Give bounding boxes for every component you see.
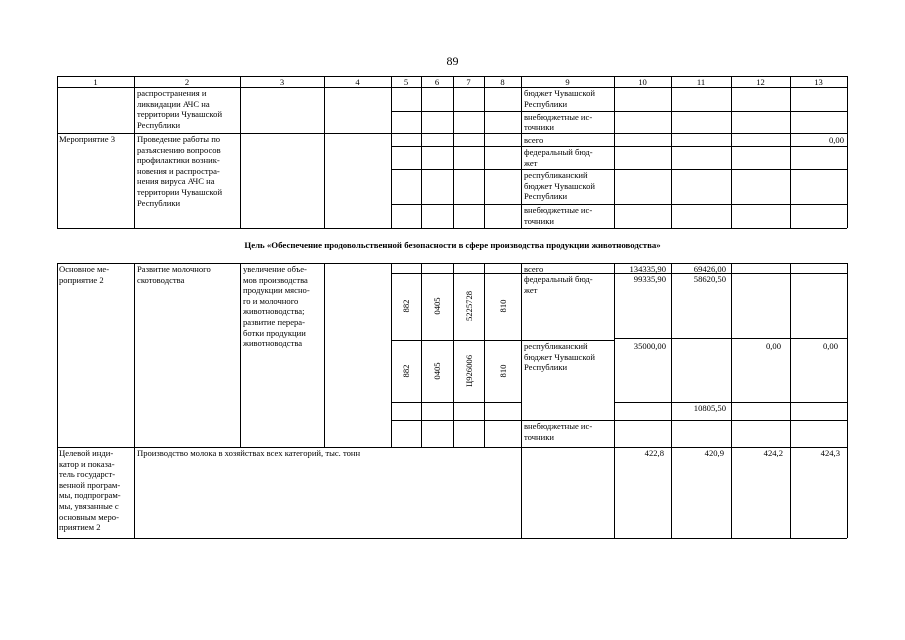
- amount: 134335,90: [629, 264, 666, 274]
- budget-code: 810: [497, 299, 508, 313]
- event-label: Основное ме-: [59, 264, 110, 274]
- indicator-label: мы, подпрограм-: [59, 490, 121, 501]
- text-line: ликвидации АЧС на: [137, 98, 210, 109]
- expected-result: го и молочного: [243, 295, 299, 306]
- table-column-rule: [731, 263, 732, 447]
- table-column-rule: [324, 76, 325, 228]
- indicator-label: венной програм-: [59, 479, 121, 490]
- table-column-rule: [521, 76, 522, 228]
- table-column-rule: [421, 263, 422, 447]
- funding-source: республиканский: [524, 170, 588, 180]
- table-rule: [391, 204, 847, 205]
- indicator-label: катор и показа-: [59, 458, 115, 469]
- page-number: 89: [446, 54, 459, 68]
- event-description: Республики: [137, 197, 181, 208]
- budget-code: 882: [401, 299, 411, 313]
- indicator-text: Производство молока в хозяйствах всех категорий, тыс. тонн: [137, 448, 361, 458]
- table-column-rule: [57, 447, 58, 538]
- expected-result: мов производства: [243, 274, 308, 285]
- table-bottom-rule: [57, 538, 847, 539]
- funding-source: внебюджетные ис-: [524, 111, 593, 122]
- event-label: Мероприятие 3: [59, 134, 115, 144]
- table-column-rule: [453, 76, 454, 228]
- funding-source: жет: [524, 284, 538, 295]
- header-cell: 8: [500, 76, 505, 87]
- funding-source: внебюджетные ис-: [524, 421, 593, 431]
- table-column-rule: [671, 263, 672, 447]
- header-cell: 1: [93, 76, 98, 87]
- amount: 58620,50: [693, 274, 726, 284]
- funding-source: Республики: [524, 191, 568, 202]
- funding-source: внебюджетные ис-: [524, 205, 593, 215]
- table-rule: [391, 402, 521, 403]
- event-description: Развитие молочного: [137, 264, 211, 274]
- indicator-value: 420,9: [704, 448, 724, 458]
- budget-code: 882: [401, 364, 411, 378]
- table-rule: [391, 146, 847, 147]
- table-column-rule: [847, 263, 848, 447]
- table-column-rule: [614, 76, 615, 228]
- table-column-rule: [421, 76, 422, 228]
- budget-code: Ц926006: [463, 355, 474, 387]
- table-column-rule: [240, 263, 241, 447]
- funding-source: Республики: [524, 362, 568, 373]
- header-cell: 13: [814, 76, 823, 87]
- table-column-rule: [134, 76, 135, 228]
- table-column-rule: [790, 263, 791, 447]
- table-column-rule: [521, 263, 522, 447]
- table-column-rule: [790, 447, 791, 538]
- amount: 35000,00: [633, 341, 666, 351]
- header-cell: 4: [355, 76, 360, 87]
- expected-result: продукции мясно-: [243, 285, 310, 296]
- header-cell: 12: [756, 76, 765, 87]
- header-cell: 10: [638, 76, 647, 87]
- amount: 10805,50: [693, 403, 726, 413]
- budget-code: 810: [497, 364, 508, 378]
- table-column-rule: [453, 263, 454, 447]
- event-description: территории Чувашской: [137, 187, 223, 197]
- indicator-value: 422,8: [644, 448, 664, 458]
- funding-source: жет: [524, 157, 538, 168]
- indicator-label: основным меро-: [59, 511, 119, 522]
- indicator-label: мы, увязанные с: [59, 501, 119, 511]
- table-column-rule: [57, 76, 58, 228]
- funding-source: всего: [524, 134, 544, 145]
- table-column-rule: [324, 263, 325, 447]
- text-line: Республики: [137, 119, 181, 130]
- table-rule: [391, 111, 847, 112]
- header-cell: 5: [403, 76, 409, 87]
- indicator-value: 424,2: [763, 448, 783, 458]
- table-column-rule: [790, 76, 791, 228]
- event-description: Проведение работы по: [137, 134, 221, 144]
- table-column-rule: [57, 263, 58, 447]
- table-column-rule: [671, 76, 672, 228]
- amount: 0,00: [828, 134, 844, 145]
- block-bottom-rule: [57, 228, 847, 229]
- table-column-rule: [847, 76, 848, 228]
- header-cell: 2: [184, 76, 190, 87]
- funding-source: республиканский: [524, 341, 588, 351]
- funding-source: всего: [524, 264, 544, 274]
- expected-result: увеличение объе-: [243, 264, 307, 274]
- expected-result: развитие перера-: [243, 317, 305, 327]
- funding-source: точники: [524, 215, 555, 226]
- funding-source: точники: [524, 431, 555, 442]
- table-column-rule: [391, 76, 392, 228]
- table-column-rule: [134, 263, 135, 447]
- table-column-rule: [847, 447, 848, 538]
- budget-code: 0405: [432, 362, 442, 380]
- funding-source: федеральный бюд-: [524, 274, 593, 284]
- event-label: роприятие 2: [59, 274, 104, 285]
- text-line: территории Чувашской: [137, 109, 223, 120]
- funding-source: Республики: [524, 98, 568, 109]
- expected-result: ботки продукции: [243, 327, 306, 338]
- table-rule: [391, 420, 847, 421]
- amount: 99335,90: [633, 274, 666, 284]
- indicator-label: приятием 2: [59, 522, 101, 533]
- table-column-rule: [731, 76, 732, 228]
- event-description: новения и распростра-: [137, 165, 220, 176]
- table-column-rule: [484, 76, 485, 228]
- header-cell: 7: [466, 76, 471, 87]
- table-column-rule: [484, 263, 485, 447]
- amount: 0,00: [765, 341, 781, 351]
- table-column-rule: [240, 76, 241, 228]
- budget-code: 5225728: [463, 290, 474, 322]
- funding-source: бюджет Чувашской: [524, 88, 595, 98]
- event-description: скотоводства: [137, 274, 185, 285]
- event-description: разъяснению вопросов: [137, 144, 221, 155]
- table-rule: [391, 169, 847, 170]
- expected-result: животноводства;: [243, 306, 305, 317]
- event-description: нения вируса АЧС на: [137, 176, 215, 187]
- amount: 0,00: [822, 341, 838, 351]
- budget-code: 0405: [432, 297, 442, 315]
- table-column-rule: [671, 447, 672, 538]
- indicator-label: Целевой инди-: [59, 448, 114, 458]
- table-column-rule: [391, 263, 392, 447]
- text-line: распространения и: [137, 88, 207, 98]
- table-column-rule: [521, 447, 522, 538]
- header-cell: 11: [696, 76, 706, 87]
- funding-source: федеральный бюд-: [524, 147, 593, 157]
- expected-result: животноводства: [243, 338, 303, 349]
- table-column-rule: [614, 447, 615, 538]
- table-column-rule: [731, 447, 732, 538]
- table-rule: [391, 340, 521, 341]
- indicator-label: тель государст-: [59, 469, 116, 480]
- table-column-rule: [614, 263, 615, 447]
- indicator-value: 424,3: [820, 448, 840, 458]
- goal-heading: Цель «Обеспечение продовольственной безопасности в сфере производства продукции животноводства»: [244, 240, 661, 250]
- table-column-rule: [134, 447, 135, 538]
- header-cell: 9: [565, 76, 570, 87]
- header-cell: 6: [434, 76, 440, 87]
- amount: 69426,00: [693, 264, 726, 274]
- header-cell: 3: [279, 76, 285, 87]
- event-description: профилактики возник-: [137, 155, 220, 166]
- funding-source: бюджет Чувашской: [524, 180, 595, 191]
- funding-source: бюджет Чувашской: [524, 351, 595, 362]
- funding-source: точники: [524, 122, 555, 133]
